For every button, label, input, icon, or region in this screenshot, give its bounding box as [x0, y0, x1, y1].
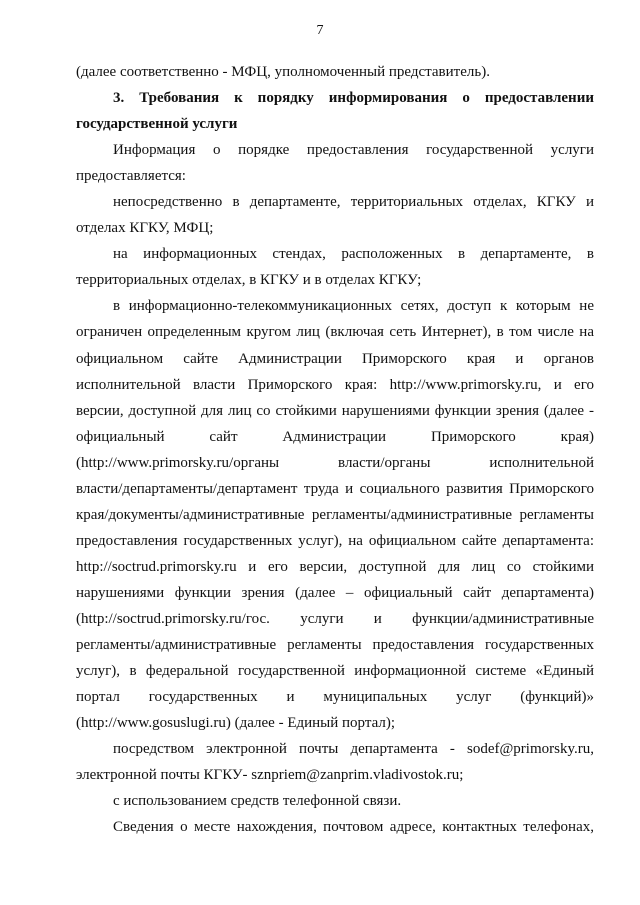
- text-line: (далее соответственно - МФЦ, уполномоченный представитель).: [76, 64, 490, 80]
- text-line: (http://www.primorsky.ru/органы власти/органы исполнительной: [76, 454, 594, 471]
- text-line: предоставляется:: [76, 168, 186, 185]
- page-number: 7: [316, 23, 324, 38]
- text-line: в информационно-телекоммуникационных сетях, доступ к которым не: [113, 298, 594, 315]
- text-line: (http://www.gosuslugi.ru) (далее - Единый портал);: [76, 715, 396, 732]
- text-line: предоставления государственных услуг), на официальном сайте департамента:: [76, 532, 594, 549]
- text-line: непосредственно в департаменте, территориальных отделах, КГКУ и: [113, 194, 594, 211]
- text-line: власти/департаменты/департамент труда и социального развития Приморского: [76, 480, 594, 497]
- document-body: [76, 59, 594, 840]
- text-line: услуг), в федеральной государственной информационной системе «Единый: [76, 663, 594, 680]
- text-line: с использованием средств телефонной связи.: [113, 793, 402, 810]
- text-line: ограничен определенным кругом лиц (включая сеть Интернет), в том числе на: [76, 324, 594, 341]
- text-line: регламенты/административные регламенты предоставления государственных: [76, 637, 594, 654]
- text-line: исполнительной власти Приморского края: http://www.primorsky.ru, и его: [76, 376, 594, 393]
- text-line: территориальных отделах, в КГКУ и в отделах КГКУ;: [76, 272, 422, 289]
- text-line: Сведения о месте нахождения, почтовом адресе, контактных телефонах,: [113, 819, 594, 836]
- text-line: нарушениями функции зрения (далее – официальный сайт департамента): [76, 584, 594, 601]
- text-line: портал государственных и муниципальных услуг (функций)»: [76, 689, 594, 706]
- text-line: электронной почты КГКУ- sznpriem@zanprim.vladivostok.ru;: [76, 767, 464, 784]
- section-heading-continued: государственной услуги: [76, 116, 238, 133]
- section-heading: 3. Требования к порядку информирования о предоставлении: [113, 90, 594, 107]
- text-line: отделах КГКУ, МФЦ;: [76, 220, 214, 237]
- text-line: Информация о порядке предоставления государственной услуги: [113, 142, 594, 159]
- text-line: официальный сайт Администрации Приморского края): [76, 428, 594, 445]
- text-line: официальном сайте Администрации Приморского края и органов: [76, 350, 594, 367]
- text-line: версии, доступной для лиц со стойкими нарушениями функции зрения (далее -: [76, 402, 594, 419]
- text-line: посредством электронной почты департамента - sodef@primorsky.ru,: [113, 741, 594, 758]
- text-line: края/документы/административные регламенты/административные регламенты: [76, 506, 594, 523]
- text-line: http://soctrud.primorsky.ru и его версии, доступной для лиц со стойкими: [76, 558, 594, 575]
- text-line: на информационных стендах, расположенных в департаменте, в: [113, 246, 594, 263]
- text-line: (http://soctrud.primorsky.ru/гос. услуги и функции/административные: [76, 610, 594, 627]
